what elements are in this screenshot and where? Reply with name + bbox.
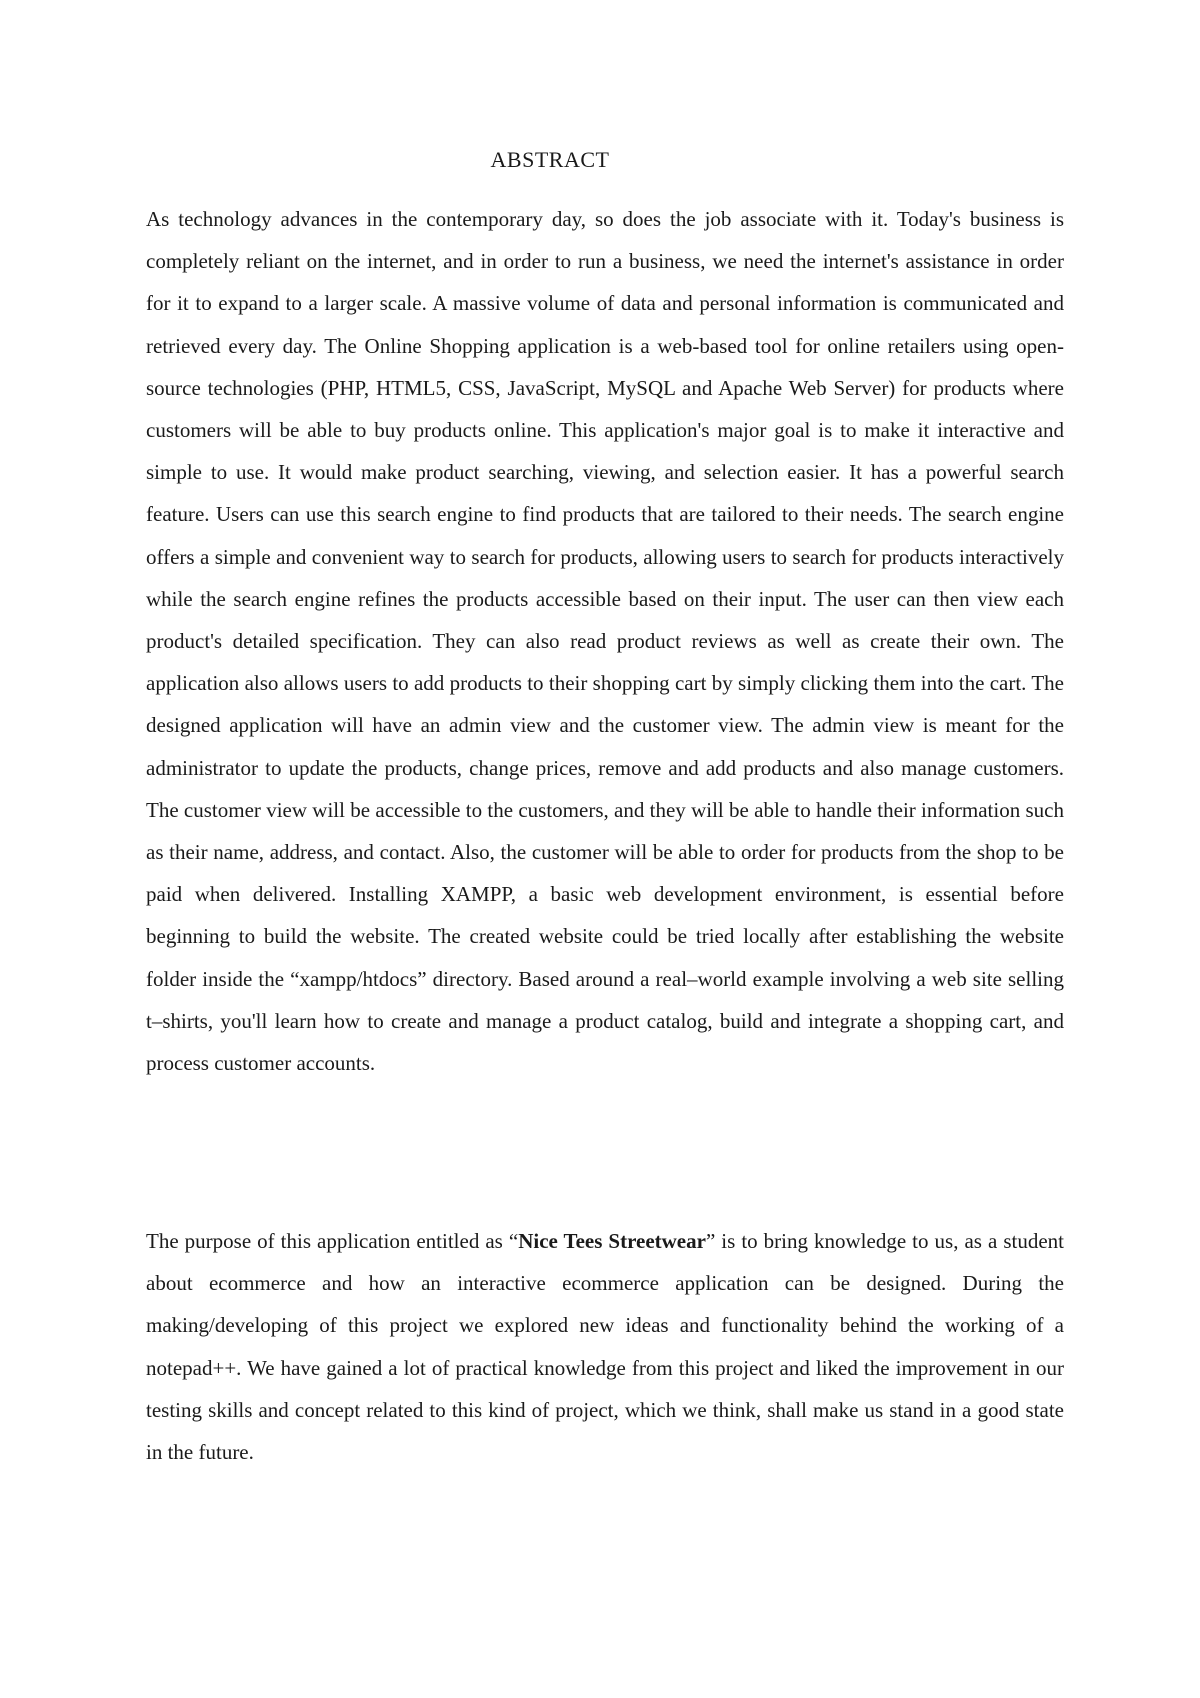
paragraph-2-intro: The purpose of this application entitled as “	[146, 1229, 519, 1253]
page-title: ABSTRACT	[490, 147, 610, 172]
paragraph-2-rest: ” is to bring knowledge to us, as a student about ecommerce and how an interactive ecommerce application can be designed. During the making/developing of this project we explored new ideas and functionality behind the working of a notepad++. We have gained a lot of practical knowledge from this project and liked the improvement in our testing skills and concept related to this kind of project, which we think, shall make us stand in a good state in the future.	[146, 1229, 1064, 1465]
abstract-paragraph-2	[146, 1220, 1064, 1473]
project-title: Nice Tees Streetwear	[518, 1229, 706, 1253]
abstract-paragraph-1: As technology advances in the contemporary day, so does the job associate with it. Today's business is completely reliant on the internet, and in order to run a business, we need the internet's assistance in order for it to expand to a larger scale. A massive volume of data and personal information is communicated and retrieved every day. The Online Shopping application is a web-based tool for online retailers using open-source technologies (PHP, HTML5, CSS, JavaScript, MySQL and Apache Web Server) for products where customers will be able to buy products online. This application's major goal is to make it interactive and simple to use. It would make product searching, viewing, and selection easier. It has a powerful search feature. Users can use this search engine to find products that are tailored to their needs. The search engine offers a simple and convenient way to search for products, allowing users to search for products interactively while the search engine refines the products accessible based on their input. The user can then view each product's detailed specification. They can also read product reviews as well as create their own. The application also allows users to add products to their shopping cart by simply clicking them into the cart. The designed application will have an admin view and the customer view. The admin view is meant for the administrator to update the products, change prices, remove and add products and also manage customers. The customer view will be accessible to the customers, and they will be able to handle their information such as their name, address, and contact. Also, the customer will be able to order for products from the shop to be paid when delivered. Installing XAMPP, a basic web development environment, is essential before beginning to build the website. The created website could be tried locally after establishing the website folder inside the “xampp/htdocs” directory. Based around a real–world example involving a web site selling t–shirts, you'll learn how to create and manage a product catalog, build and integrate a shopping cart, and process customer accounts.	[146, 207, 1064, 1076]
